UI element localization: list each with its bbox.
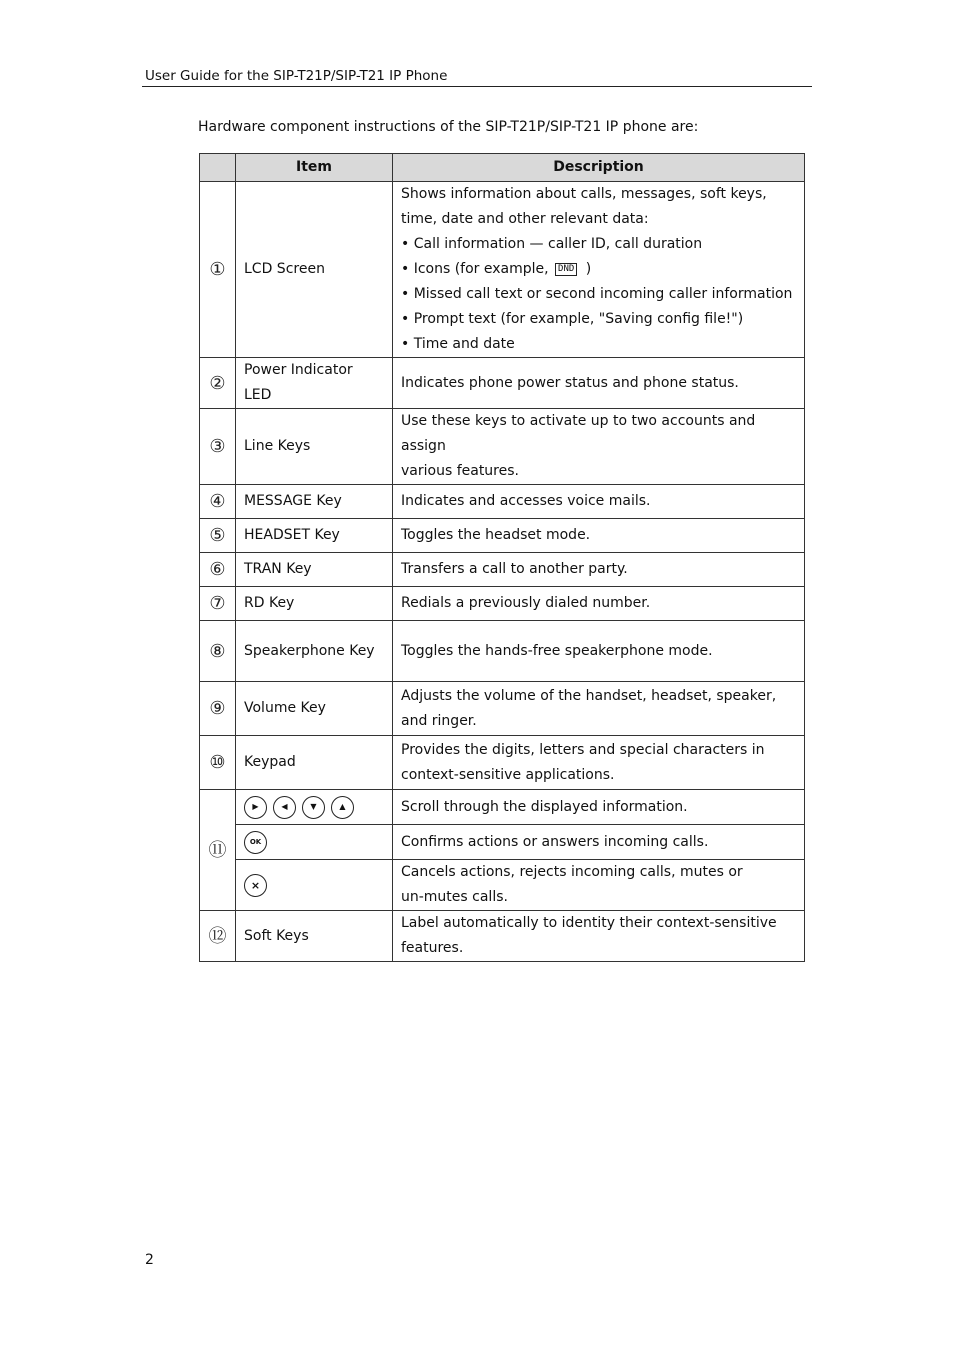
desc-line-icons bbox=[401, 257, 796, 282]
desc-line: features. bbox=[401, 940, 464, 956]
row-item-icons bbox=[236, 860, 393, 911]
row-description bbox=[393, 790, 805, 825]
table-row bbox=[200, 485, 805, 519]
navigation-left-icon: ◀ bbox=[273, 796, 296, 819]
table-row bbox=[200, 911, 805, 962]
header-title: User Guide for the SIP-T21P/SIP-T21 IP Phone bbox=[145, 68, 448, 84]
table-row bbox=[200, 621, 805, 682]
table-row bbox=[200, 358, 805, 409]
desc-line: Indicates and accesses voice mails. bbox=[401, 493, 651, 509]
table-row bbox=[200, 860, 805, 911]
navigation-down-icon: ▼ bbox=[302, 796, 325, 819]
table-row bbox=[200, 587, 805, 621]
row-description bbox=[393, 358, 805, 409]
desc-line: context-sensitive applications. bbox=[401, 766, 615, 783]
desc-line: Shows information about calls, messages, soft keys, bbox=[401, 186, 767, 202]
row-item: LCD Screen bbox=[236, 182, 393, 358]
table-row bbox=[200, 682, 805, 736]
row-item: Keypad bbox=[236, 736, 393, 790]
desc-line: Indicates phone power status and phone status. bbox=[401, 374, 739, 391]
desc-line: un-mutes calls. bbox=[401, 889, 508, 905]
desc-line: Toggles the headset mode. bbox=[401, 527, 591, 543]
desc-line: Provides the digits, letters and special characters in bbox=[401, 741, 765, 758]
desc-line: Toggles the hands-free speakerphone mode. bbox=[401, 642, 713, 659]
row-description bbox=[393, 553, 805, 587]
desc-line: Redials a previously dialed number. bbox=[401, 595, 651, 611]
table-row bbox=[200, 409, 805, 485]
row-item-icons bbox=[236, 825, 393, 860]
row-number: ⑧ bbox=[200, 621, 236, 682]
row-number: ⑥ bbox=[200, 553, 236, 587]
row-item-icons bbox=[236, 790, 393, 825]
table-row bbox=[200, 553, 805, 587]
row-description bbox=[393, 587, 805, 621]
row-item: Power Indicator LED bbox=[236, 358, 393, 409]
row-description bbox=[393, 485, 805, 519]
desc-line: Cancels actions, rejects incoming calls, mutes or bbox=[401, 864, 743, 880]
desc-line: Adjusts the volume of the handset, headset, speaker, bbox=[401, 687, 777, 704]
table-row bbox=[200, 825, 805, 860]
header-item: Item bbox=[236, 154, 393, 182]
navigation-up-icon: ▲ bbox=[331, 796, 354, 819]
row-item: Line Keys bbox=[236, 409, 393, 485]
desc-line: Label automatically to identity their context-sensitive bbox=[401, 915, 777, 931]
row-description bbox=[393, 736, 805, 790]
row-number: ③ bbox=[200, 409, 236, 485]
row-description bbox=[393, 682, 805, 736]
desc-line: • Call information — caller ID, call duration bbox=[401, 236, 703, 252]
header-description: Description bbox=[393, 154, 805, 182]
table-row bbox=[200, 790, 805, 825]
row-number: ⑫ bbox=[200, 911, 236, 962]
row-number: ⑨ bbox=[200, 682, 236, 736]
cancel-key-icon: × bbox=[244, 874, 267, 897]
row-description bbox=[393, 825, 805, 860]
desc-line-icons-close: ) bbox=[585, 261, 592, 277]
row-number: ⑪ bbox=[200, 790, 236, 911]
row-description bbox=[393, 621, 805, 682]
desc-line: • Missed call text or second incoming caller information bbox=[401, 286, 793, 302]
row-item: Volume Key bbox=[236, 682, 393, 736]
row-description bbox=[393, 182, 805, 358]
row-item: RD Key bbox=[236, 587, 393, 621]
table-row bbox=[200, 519, 805, 553]
desc-line: • Prompt text (for example, "Saving config file!") bbox=[401, 311, 744, 327]
ok-key-icon: OK bbox=[244, 831, 267, 854]
intro-text: Hardware component instructions of the SIP-T21P/SIP-T21 IP phone are: bbox=[198, 119, 699, 135]
desc-line: Confirms actions or answers incoming calls. bbox=[401, 833, 709, 850]
page-number: 2 bbox=[145, 1252, 154, 1268]
row-description bbox=[393, 409, 805, 485]
desc-line: Transfers a call to another party. bbox=[401, 561, 628, 577]
row-number: ⑩ bbox=[200, 736, 236, 790]
dnd-icon: DND bbox=[555, 263, 577, 276]
row-description bbox=[393, 519, 805, 553]
row-item: MESSAGE Key bbox=[236, 485, 393, 519]
row-number: ④ bbox=[200, 485, 236, 519]
desc-line: • Time and date bbox=[401, 336, 515, 352]
navigation-right-icon: ▶ bbox=[244, 796, 267, 819]
row-item: Soft Keys bbox=[236, 911, 393, 962]
row-number: ② bbox=[200, 358, 236, 409]
desc-line: various features. bbox=[401, 463, 519, 479]
desc-line: Use these keys to activate up to two accounts and assign bbox=[401, 413, 756, 454]
row-number: ① bbox=[200, 182, 236, 358]
hardware-component-table bbox=[199, 153, 805, 962]
row-number: ⑤ bbox=[200, 519, 236, 553]
desc-line: time, date and other relevant data: bbox=[401, 211, 649, 227]
header-rule bbox=[142, 86, 812, 87]
desc-line-icons-text: • Icons (for example, bbox=[401, 261, 549, 277]
row-description bbox=[393, 911, 805, 962]
header-num-cell bbox=[200, 154, 236, 182]
table-row bbox=[200, 736, 805, 790]
row-number: ⑦ bbox=[200, 587, 236, 621]
desc-line: and ringer. bbox=[401, 712, 477, 729]
row-item: TRAN Key bbox=[236, 553, 393, 587]
row-item: HEADSET Key bbox=[236, 519, 393, 553]
table-header-row bbox=[200, 154, 805, 182]
row-description bbox=[393, 860, 805, 911]
table-row bbox=[200, 182, 805, 358]
desc-line: Scroll through the displayed information. bbox=[401, 798, 688, 815]
row-item: Speakerphone Key bbox=[236, 621, 393, 682]
